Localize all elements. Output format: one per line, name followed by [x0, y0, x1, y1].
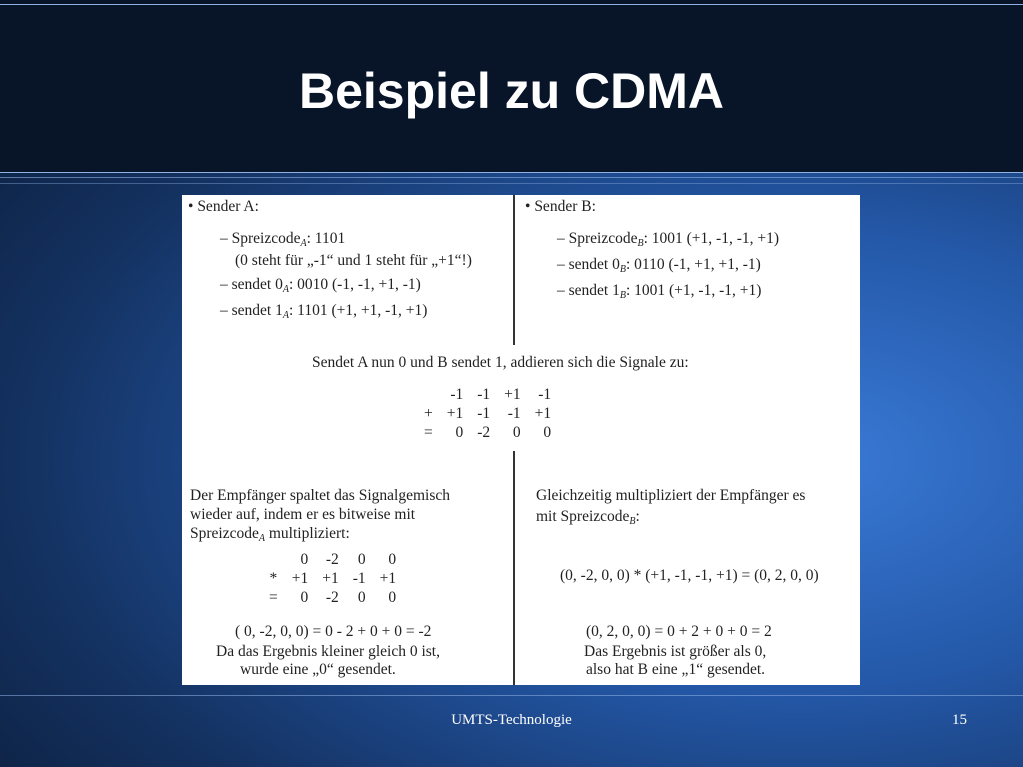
sum-row-2: + +1 -1 -1 +1 — [424, 404, 552, 422]
sender-a-heading: • Sender A: — [188, 198, 259, 215]
receiver-b-result-2: also hat B eine „1“ gesendet. — [586, 661, 766, 678]
receiver-b-line-1: Gleichzeitig multipliziert der Empfänger es — [536, 487, 806, 504]
divider-bottom — [513, 451, 515, 685]
header-rule-2 — [0, 177, 1023, 178]
header-rule-1 — [0, 172, 1023, 173]
sender-b-code: – Spreizcode$_B$: 1001 (+1, -1, -1, +1) — [557, 230, 780, 249]
content-panel — [182, 195, 860, 685]
receiver-a-result-1: Da das Ergebnis kleiner gleich 0 ist, — [216, 643, 440, 660]
receiver-a-row-2: * +1 +1 -1 +1 — [269, 569, 397, 587]
page-number: 15 — [952, 712, 967, 728]
sum-row-1: -1 -1 +1 -1 — [450, 385, 552, 403]
receiver-a-line-3: Spreizcode$_A$ multipliziert: — [190, 525, 350, 544]
sum-intro: Sendet A nun 0 und B sendet 1, addieren sich die Signale zu: — [312, 354, 689, 371]
sum-table — [417, 385, 558, 442]
sender-a-code: – Spreizcode$_A$: 1101 — [220, 230, 346, 249]
sender-a-code-note: (0 steht für „-1“ und 1 steht für „+1“!) — [235, 252, 472, 269]
receiver-a-table — [262, 550, 403, 607]
receiver-b-product: (0, -2, 0, 0) * (+1, -1, -1, +1) = (0, 2, 0, 0) — [560, 567, 819, 584]
sender-b-send0: – sendet $0_B$: 0110 (-1, +1, +1, -1) — [557, 256, 761, 275]
footer-title: UMTS-Technologie — [451, 712, 572, 728]
receiver-a-row-1: 0 -2 0 0 — [300, 550, 397, 568]
footer-rule — [0, 695, 1023, 696]
sender-b-heading: • Sender B: — [525, 198, 596, 215]
receiver-a-line-2: wieder auf, indem er es bitweise mit — [190, 506, 416, 523]
receiver-b-line-2: mit Spreizcode$_B$: — [536, 508, 640, 527]
receiver-a-result-2: wurde eine „0“ gesendet. — [240, 661, 396, 678]
sender-b-send1: – sendet $1_B$: 1001 (+1, -1, -1, +1) — [557, 282, 762, 301]
receiver-a-sum: ( 0, -2, 0, 0) = 0 - 2 + 0 + 0 = -2 — [235, 623, 432, 640]
header-rule-3 — [0, 183, 1023, 184]
receiver-a-line-1: Der Empfänger spaltet das Signalgemisch — [190, 487, 450, 504]
slide-title: Beispiel zu CDMA — [298, 63, 725, 119]
sender-a-send0: – sendet $0_A$: 0010 (-1, -1, +1, -1) — [220, 276, 421, 295]
divider-top — [513, 195, 515, 345]
receiver-b-sum: (0, 2, 0, 0) = 0 + 2 + 0 + 0 = 2 — [586, 623, 772, 640]
header-rule-top — [0, 4, 1023, 5]
sender-a-send1: – sendet $1_A$: 1101 (+1, +1, -1, +1) — [220, 302, 428, 321]
receiver-b-result-1: Das Ergebnis ist größer als 0, — [584, 643, 767, 660]
receiver-a-row-3: = 0 -2 0 0 — [269, 588, 397, 606]
sum-row-3: = 0 -2 0 0 — [424, 423, 552, 441]
